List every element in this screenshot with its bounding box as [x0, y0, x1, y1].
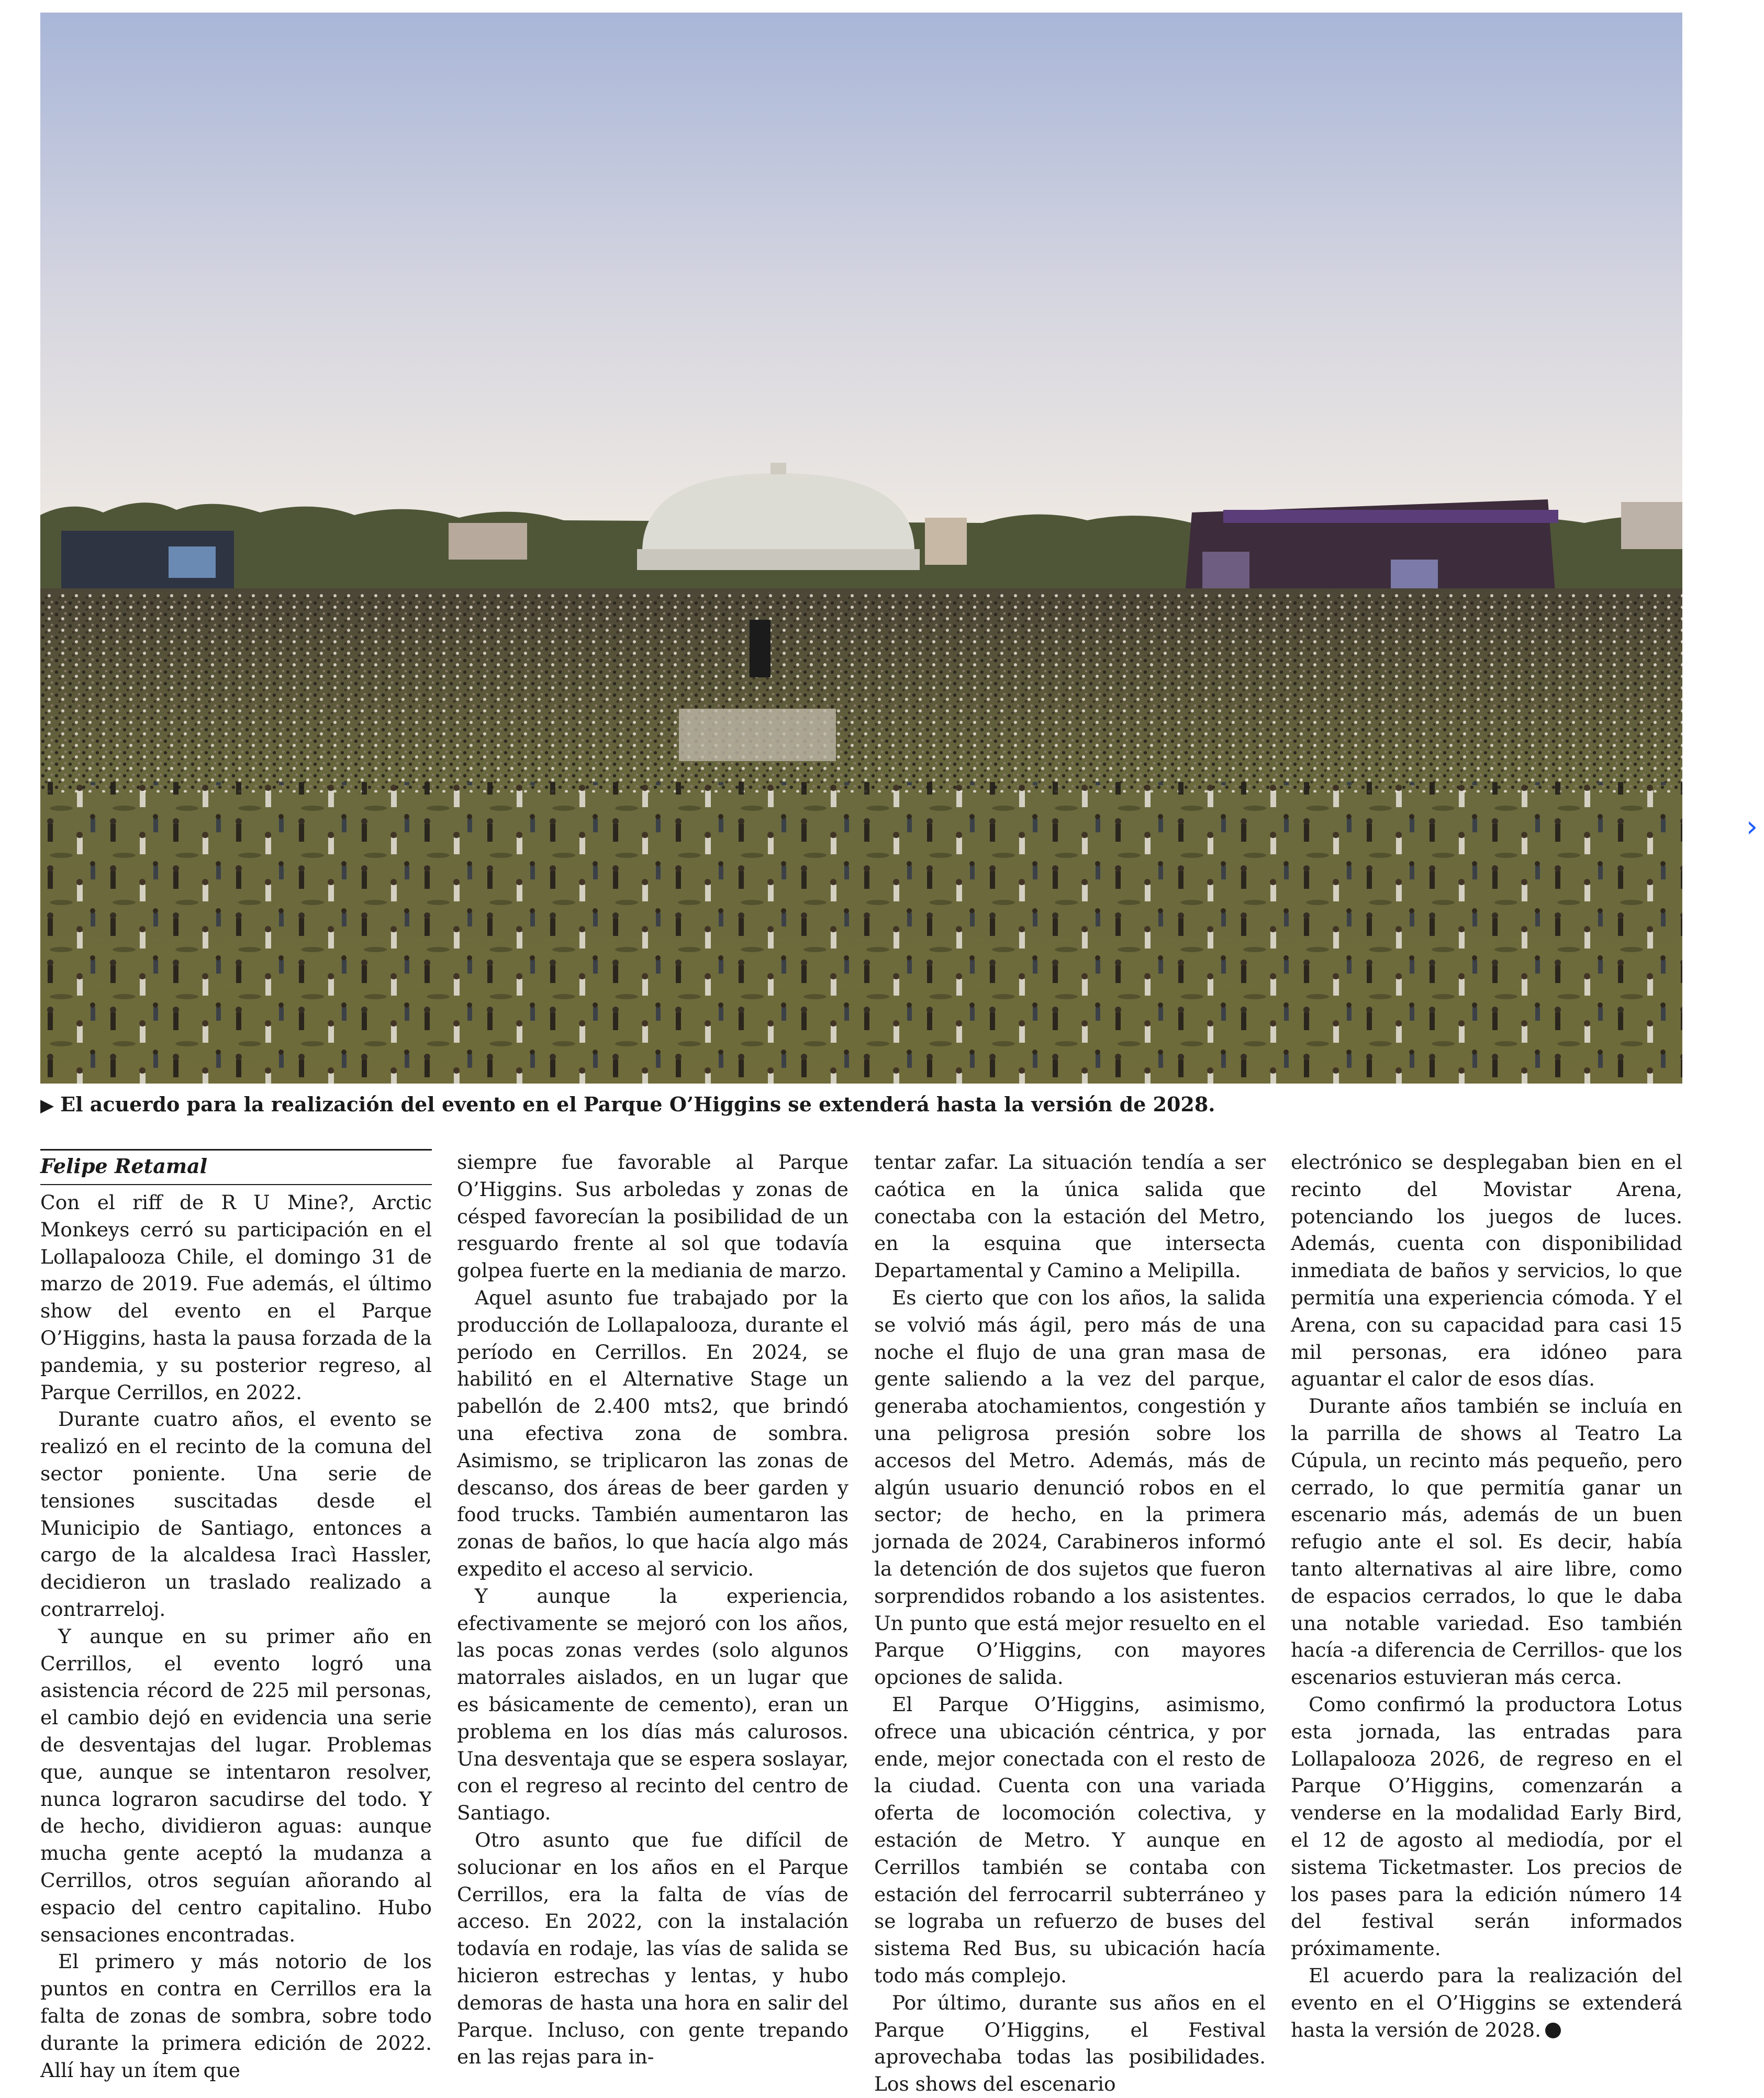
paragraph: tentar zafar. La situación tendía a ser caótica en la única salida que conectaba con la estación del Metro, en la esquina que intersecta Departamental y Camino a Melipilla.: [874, 1151, 1266, 1282]
paragraph: Durante años también se incluía en la parrilla de shows al Teatro La Cúpula, un recinto más pequeño, pero cerrado, lo que permitía ganar un escenario más, además de un buen refugio ante el sol. Es decir, había tanto alternativas al aire libre, como de espacios cerrados, lo que le daba una notable variedad. Eso también hacía -a diferencia de Cerrillos- que los escenarios estuvieran más cerca.: [1291, 1394, 1682, 1689]
end-mark-icon: [1545, 2023, 1561, 2038]
final-paragraph: [1291, 1962, 1682, 2044]
photo-illustration: [40, 13, 1682, 1084]
paragraph: Por último, durante sus años en el Parque O’Higgins, el Festival aprovechaba todas las posibilidades. Los shows del escenario: [874, 1991, 1266, 2096]
paragraph: Como confirmó la productora Lotus esta jornada, las entradas para Lollapalooza 2026, de regreso en el Parque O’Higgins, comenzarán a venderse en la modalidad Early Bird, el 12 de agosto al mediodía, por el sistema Ticketmaster. Los precios de los pases para la edición número 14 del festival serán informados próximamente.: [1291, 1692, 1682, 1960]
paragraph: Otro asunto que fue difícil de solucionar en los años en el Parque Cerrillos, era la falta de vías de acceso. En 2022, con la instalación todavía en rodaje, las vías de salida se hicieron estrechas y lentas, y hubo demoras de hasta una hora en salir del Parque. Incluso, con gente trepando en las rejas para in-: [457, 1828, 848, 2069]
paragraph: electrónico se desplegaban bien en el recinto del Movistar Arena, potenciando los juegos de luces. Además, cuenta con disponibilidad inmediata de baños y servicios, lo que permitía una experiencia cómoda. Y el Arena, con su capacidad para casi 15 mil personas, era idóneo para aguantar el calor de esos días.: [1291, 1151, 1682, 1391]
author-byline: Felipe Retamal: [40, 1151, 432, 1185]
paragraph: Y aunque la experiencia, efectivamente se mejoró con los años, las pocas zonas verdes (solo algunos matorrales aislados, en un lugar que es básicamente de cemento), eran un problema en los días más calurosos. Una desventaja que se espera soslayar, con el regreso al recinto del centro de Santiago.: [457, 1584, 848, 1825]
paragraph: Con el riff de R U Mine?, Arctic Monkeys cerró su participación en el Lollapalooza Chile, el domingo 31 de marzo de 2019. Fue además, el último show del evento en el Parque O’Higgins, hasta la pausa forzada de la pandemia, y su posterior regreso, al Parque Cerrillos, en 2022.: [40, 1191, 432, 1404]
festival-crowd-photo: [40, 13, 1682, 1084]
paragraph: siempre fue favorable al Parque O’Higgins. Sus arboledas y zonas de césped favorecían la posibilidad de un resguardo frente al sol que todavía golpea fuerte en la mediania de marzo.: [457, 1151, 848, 1282]
article-column-1: [40, 1149, 432, 2082]
paragraph: El Parque O’Higgins, asimismo, ofrece una ubicación céntrica, y por ende, mejor conectada con el resto de la ciudad. Cuenta con una variada oferta de locomoción colectiva, y estación de Metro. Y aunque en Cerrillos también se contaba con estación del ferrocarril subterráneo y se lograba un refuerzo de buses del sistema Red Bus, su ubicación hacía todo más complejo.: [874, 1692, 1266, 1987]
article-column-3: [874, 1149, 1266, 2096]
paragraph: Aquel asunto fue trabajado por la producción de Lollapalooza, durante el período en Cerrillos. En 2024, se habilitó en el Alternative Stage un pabellón de 2.400 mts2, que brindó una efectiva zona de sombra. Asimismo, se triplicaron las zonas de descanso, dos áreas de beer garden y food trucks. También aumentaron las zonas de baños, lo que hacía algo más expedito el acceso al servicio.: [457, 1286, 848, 1580]
paragraph: Y aunque en su primer año en Cerrillos, el evento logró una asistencia récord de 225 mil personas, el cambio dejó en evidencia una serie de desventajas del lugar. Problemas que, aunque se intentaron resolver, nunca lograron sacudirse del todo. Y de hecho, dividieron aguas: aunque mucha gente aceptó la mudanza a Cerrillos, otros seguían añorando al espacio del centro capitalino. Hubo sensaciones encontradas.: [40, 1624, 432, 1946]
paragraph: Es cierto que con los años, la salida se volvió más ágil, pero más de una noche el flujo de una gran masa de gente saliendo a la vez del parque, generaba atochamientos, congestión y una peligrosa presión sobre los accesos del Metro. Además, más de algún usuario denunció robos en el sector; de hecho, en la primera jornada de 2024, Carabineros informó la detención de dos sujetos que fueron sorprendidos robando a los asistentes. Un punto que está mejor resuelto en el Parque O’Higgins, con mayores opciones de salida.: [874, 1286, 1266, 1689]
paragraph: El primero y más notorio de los puntos en contra en Cerrillos era la falta de zonas de sombra, sobre todo durante la primera edición de 2022. Allí hay un ítem que: [40, 1950, 432, 2082]
chevron-right-icon[interactable]: ›: [1746, 810, 1758, 844]
caption-arrow-icon: ▶: [40, 1095, 54, 1116]
paragraph: Durante cuatro años, el evento se realizó en el recinto de la comuna del sector poniente. Una serie de tensiones suscitadas desde el Municipio de Santiago, entonces a cargo de la alcaldesa Iracì Hassler, decidieron un traslado realizado a contrarreloj.: [40, 1408, 432, 1621]
article-column-4: [1291, 1149, 1682, 2041]
article-column-2: [457, 1149, 848, 2069]
final-paragraph-text: El acuerdo para la realización del evento en el O’Higgins se extenderá hasta la versión de 2028.: [1291, 1963, 1682, 2041]
caption-text: El acuerdo para la realización del evento en el Parque O’Higgins se extenderá hasta la versión de 2028.: [60, 1092, 1215, 1116]
photo-caption: [40, 1089, 1682, 1120]
